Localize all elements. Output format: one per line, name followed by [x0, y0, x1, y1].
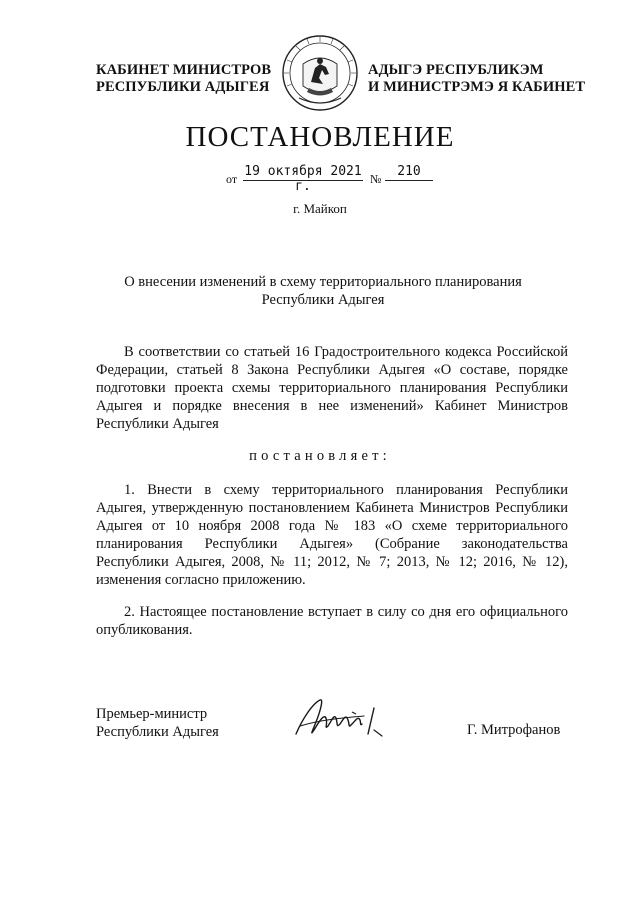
subject-line2: Республики Адыгея [261, 291, 385, 308]
position-line2: Республики Адыгея [96, 724, 219, 740]
signatory-position [96, 705, 219, 741]
header-right-block [368, 62, 585, 96]
subject-line1: О внесении изменений в схему территориального планирования [124, 274, 522, 290]
coat-of-arms-icon [281, 34, 359, 112]
header-right-line1: АДЫГЭ РЕСПУБЛИКЭМ [368, 62, 544, 78]
document-date: 19 октября 2021 г. [244, 164, 362, 194]
header-right-line2: И МИНИСТРЭМЭ Я КАБИНЕТ [368, 79, 586, 95]
header-left-line2: РЕСПУБЛИКИ АДЫГЕЯ [96, 79, 270, 95]
subject [96, 274, 550, 309]
document-number: 210 [385, 164, 433, 181]
decree-word: постановляет: [249, 448, 391, 464]
signatory-name: Г. Митрофанов [467, 722, 561, 738]
position-line1: Премьер-министр [96, 706, 208, 722]
dateline [0, 162, 640, 192]
date-prefix: от [226, 172, 238, 186]
city: г. Майкоп [293, 201, 347, 216]
preamble-paragraph: В соответствии со статьей 16 Градостроительного кодекса Российской Федерации, статьей 8 Закона Республики Адыгея «О составе, порядке подготовки проекта схемы территориального планирования Республики Адыгея и порядке внесения в нее изменений» Кабинет Министров Республики Адыгея [96, 344, 568, 432]
handwritten-signature [290, 690, 398, 746]
document-title: ПОСТАНОВЛЕНИЕ [185, 121, 455, 153]
number-label: № [370, 172, 382, 186]
clause-1-paragraph: 1. Внести в схему территориального планирования Республики Адыгея, утвержденную постановлением Кабинета Министров Республики Адыгея от 10 ноября 2008 года № 183 «О схеме территориального планирования Республики Адыгея» (Собрание законодательства Республики Адыгея, 2008, № 11; 2012, № 7; 2013, № 12; 2016, № 12), изменения согласно приложению. [96, 482, 568, 588]
clause-2-paragraph: 2. Настоящее постановление вступает в силу со дня его официального опубликования. [96, 604, 568, 638]
header-left-line1: КАБИНЕТ МИНИСТРОВ [96, 62, 272, 78]
header-left-block [96, 62, 271, 96]
